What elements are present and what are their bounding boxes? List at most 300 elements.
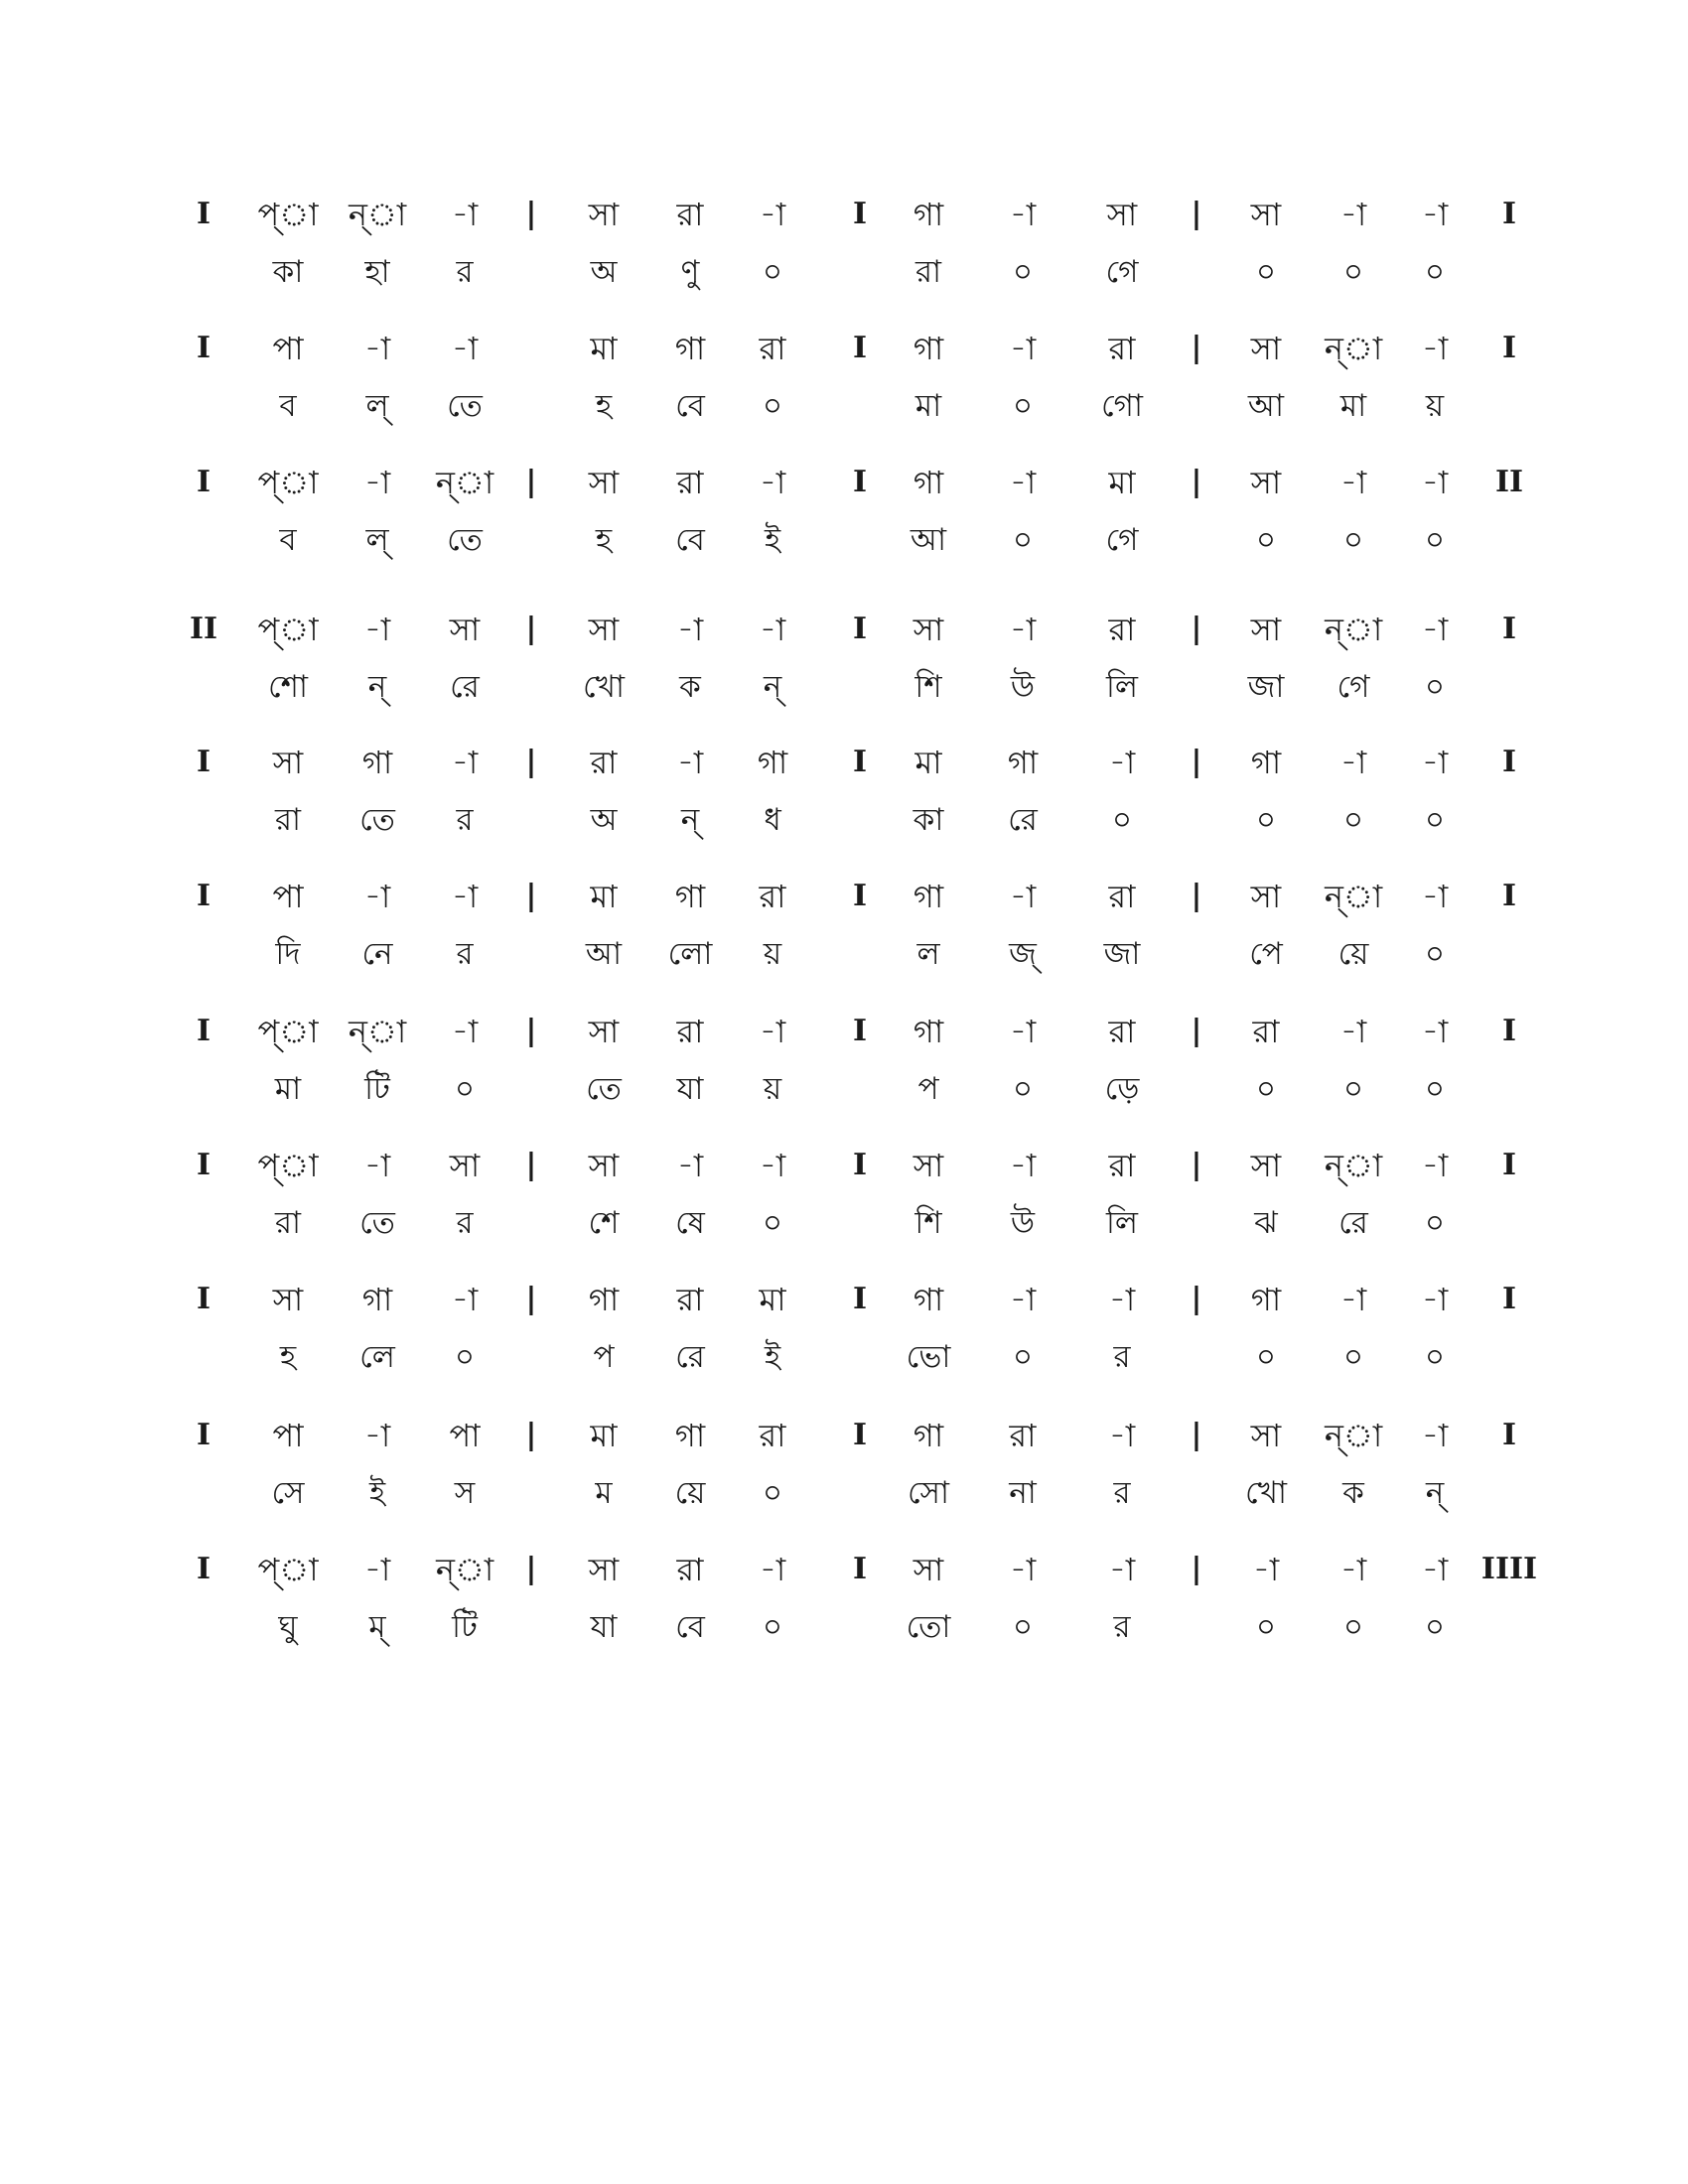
lyric-syllable: ণু [680,254,700,290]
swara-note: -া [451,1281,479,1318]
bar-line: | [1191,1552,1202,1586]
lyric-syllable: ল [916,936,940,972]
bar-line: | [525,1418,537,1452]
swara-note: -া [1108,1417,1136,1454]
lyric-syllable: তো [906,1609,951,1645]
lyric-syllable: ০ [1255,802,1277,838]
lyric-syllable: ম [595,1475,613,1511]
lyric-syllable: গে [1336,669,1370,705]
swara-note: সা [588,1013,620,1050]
bar-line: I [196,1148,211,1182]
lyric-syllable: যা [590,1609,618,1645]
lyric-syllable: প [917,1071,939,1107]
lyric-syllable: ০ [1012,254,1034,290]
lyric-syllable: টি [364,1071,390,1107]
lyric-syllable: ০ [1111,802,1133,838]
bar-line: | [525,1282,537,1316]
bar-line: | [1191,745,1202,779]
swara-note: গা [1250,744,1282,781]
lyric-syllable: ০ [1012,1071,1034,1107]
swara-line [0,1544,1688,1595]
lyric-line [0,1331,1688,1383]
swara-note: মা [590,878,618,915]
bar-line: | [1191,612,1202,646]
lyric-line [0,246,1688,298]
lyric-line [0,1197,1688,1249]
swara-note: -া [1339,1013,1367,1050]
lyric-syllable: দি [275,936,301,972]
swara-note: গা [913,1417,944,1454]
swara-note: ন্া [348,196,407,233]
swara-note: -া [1009,878,1037,915]
swara-note: -া [363,1551,391,1588]
swara-note: সা [1250,611,1282,648]
lyric-syllable: ক [1342,1475,1364,1511]
lyric-syllable: ০ [1342,1609,1364,1645]
lyric-syllable: মা [914,388,942,424]
bar-line: I [1501,1148,1517,1182]
swara-note: পা [272,1417,304,1454]
bar-line: | [525,1014,537,1048]
swara-note: -া [1009,330,1037,367]
bar-line: | [525,879,537,913]
lyric-syllable: ০ [1424,1339,1446,1375]
lyric-syllable: ০ [1255,254,1277,290]
swara-note: ন্া [435,1551,494,1588]
swara-note: ন্া [1324,878,1383,915]
lyric-syllable: হ [595,388,613,424]
lyric-syllable: য় [1425,388,1445,424]
bar-line: I [196,879,211,913]
lyric-syllable: ০ [1012,1609,1034,1645]
lyric-syllable: আ [1247,388,1285,424]
swara-note: প্া [257,611,319,648]
lyric-syllable: ল্ [365,388,389,424]
swara-line [0,871,1688,922]
swara-note: সা [913,1551,944,1588]
lyric-syllable: কা [272,254,304,290]
lyric-syllable: রা [914,254,942,290]
swara-note: সা [1250,464,1282,501]
swara-note: -া [451,744,479,781]
lyric-line [0,661,1688,713]
swara-note: -া [1339,1281,1367,1318]
swara-note: -া [1009,1551,1037,1588]
lyric-syllable: হ [595,522,613,558]
swara-note: -া [1009,196,1037,233]
swara-note: গা [757,744,788,781]
swara-note: ন্া [1324,1417,1383,1454]
swara-note: সা [1106,196,1138,233]
swara-note: রা [676,1281,704,1318]
lyric-syllable: য়ে [1337,936,1369,972]
swara-note: -া [1421,1417,1449,1454]
lyric-syllable: ০ [1424,1071,1446,1107]
bar-line: | [525,197,537,231]
swara-note: রা [1252,1013,1280,1050]
lyric-syllable: ০ [1424,1205,1446,1241]
swara-line [0,189,1688,240]
swara-note: -া [363,1417,391,1454]
lyric-syllable: ০ [1255,1339,1277,1375]
bar-line: I [1501,1282,1517,1316]
lyric-syllable: রে [1338,1205,1368,1241]
swara-note: -া [759,1013,786,1050]
lyric-syllable: র [456,802,474,838]
bar-line: I [852,331,868,365]
lyric-syllable: ভো [906,1339,951,1375]
swara-note: সা [588,611,620,648]
lyric-syllable: রে [450,669,480,705]
swara-note: রা [590,744,618,781]
swara-line [0,1274,1688,1325]
lyric-syllable: র [1113,1609,1131,1645]
swara-note: -া [1009,1281,1037,1318]
swara-line [0,737,1688,788]
swara-line [0,604,1688,655]
lyric-syllable: আ [910,522,947,558]
lyric-syllable: লে [359,1339,395,1375]
swara-note: সা [449,611,481,648]
swara-note: রা [759,330,786,367]
bar-line: I [1501,1014,1517,1048]
lyric-syllable: উ [1010,669,1036,705]
lyric-syllable: রে [675,1339,705,1375]
lyric-syllable: ব [279,522,297,558]
lyric-syllable: তে [447,522,483,558]
swara-note: প্া [257,1551,319,1588]
swara-note: -া [1421,464,1449,501]
lyric-syllable: ০ [1424,936,1446,972]
lyric-syllable: পে [1249,936,1283,972]
swara-note: -া [759,196,786,233]
lyric-syllable: লো [667,936,713,972]
swara-note: ন্া [1324,611,1383,648]
swara-note: -া [451,196,479,233]
lyric-syllable: তে [359,1205,395,1241]
lyric-syllable: শে [588,1205,620,1241]
swara-note: -া [1339,744,1367,781]
swara-note: গা [361,744,393,781]
swara-note: -া [1009,464,1037,501]
lyric-syllable: ন্ [680,802,700,838]
swara-note: গা [1250,1281,1282,1318]
swara-note: গা [913,330,944,367]
bar-line: | [1191,1014,1202,1048]
lyric-syllable: তে [586,1071,622,1107]
bar-line: | [1191,331,1202,365]
swara-note: সা [1250,1147,1282,1184]
lyric-syllable: তে [359,802,395,838]
swara-note: প্া [257,1147,319,1184]
lyric-syllable: লি [1106,669,1138,705]
swara-note: রা [1108,330,1136,367]
swara-note: সা [588,1147,620,1184]
lyric-syllable: ন্ [763,669,782,705]
swara-note: সা [272,744,304,781]
bar-line: I [196,1014,211,1048]
bar-line: | [1191,465,1202,499]
bar-line: I [196,745,211,779]
lyric-syllable: ০ [1342,1071,1364,1107]
lyric-line [0,928,1688,980]
lyric-syllable: সে [271,1475,305,1511]
swara-note: -া [363,464,391,501]
swara-note: মা [1108,464,1136,501]
lyric-syllable: তে [447,388,483,424]
bar-line: I [852,1282,868,1316]
lyric-syllable: খো [583,669,625,705]
swara-note: রা [1108,1147,1136,1184]
swara-note: -া [363,611,391,648]
swara-note: সা [588,464,620,501]
bar-line: I [1501,331,1517,365]
swara-note: -া [676,611,704,648]
lyric-syllable: ০ [762,1609,783,1645]
swara-note: সা [1250,330,1282,367]
lyric-syllable: ০ [1012,1339,1034,1375]
swara-note: সা [1250,196,1282,233]
lyric-syllable: ই [764,522,781,558]
lyric-syllable: শি [914,1205,942,1241]
lyric-syllable: ঘু [278,1609,298,1645]
lyric-syllable: ই [368,1475,386,1511]
lyric-syllable: ধ [764,802,781,838]
lyric-syllable: ব [279,388,297,424]
lyric-syllable: ঝ [1254,1205,1278,1241]
swara-note: প্া [257,464,319,501]
lyric-syllable: ল্ [365,522,389,558]
lyric-syllable: হা [364,254,390,290]
swara-note: রা [676,1551,704,1588]
lyric-line [0,380,1688,432]
swara-note: ন্া [1324,1147,1383,1184]
swara-note: প্া [257,1013,319,1050]
lyric-syllable: ০ [1012,522,1034,558]
lyric-syllable: ০ [1424,669,1446,705]
swara-note: -া [363,330,391,367]
bar-line: I [852,1148,868,1182]
swara-note: সা [913,1147,944,1184]
lyric-syllable: ০ [762,1205,783,1241]
swara-note: মা [590,1417,618,1454]
swara-note: পা [272,878,304,915]
bar-line: | [525,465,537,499]
swara-note: সা [449,1147,481,1184]
bar-line: | [1191,1148,1202,1182]
bar-line: I [852,465,868,499]
swara-note: গা [674,1417,706,1454]
lyric-syllable: ষে [675,1205,705,1241]
bar-line: | [1191,1282,1202,1316]
swara-note: ন্া [435,464,494,501]
bar-line: I [196,331,211,365]
bar-line: I [1501,879,1517,913]
lyric-syllable: রে [1008,802,1038,838]
swara-note: গা [674,330,706,367]
swara-line [0,1410,1688,1461]
swara-note: -া [1421,878,1449,915]
swara-note: গা [588,1281,620,1318]
lyric-syllable: ০ [1255,1071,1277,1107]
lyric-syllable: জা [1103,936,1141,972]
swara-note: -া [676,744,704,781]
swara-note: -া [1339,196,1367,233]
lyric-syllable: বে [675,1609,705,1645]
swara-note: -া [451,878,479,915]
swara-note: -া [1009,1147,1037,1184]
bar-line: I [1501,1418,1517,1452]
bar-line: I [1501,745,1517,779]
lyric-syllable: র [456,936,474,972]
lyric-syllable: ০ [454,1339,476,1375]
lyric-syllable: গো [1101,388,1143,424]
bar-line: I [852,1552,868,1586]
lyric-syllable: লি [1106,1205,1138,1241]
swara-note: রা [759,1417,786,1454]
lyric-syllable: ন্ [1425,1475,1445,1511]
lyric-syllable: ০ [1342,522,1364,558]
swara-note: সা [588,196,620,233]
lyric-syllable: জা [1247,669,1285,705]
lyric-syllable: সো [907,1475,950,1511]
lyric-syllable: অ [590,802,618,838]
lyric-syllable: অ [590,254,618,290]
lyric-syllable: জ্ [1009,936,1037,972]
swara-note: রা [1108,1013,1136,1050]
lyric-syllable: ০ [762,254,783,290]
swara-note: -া [759,1551,786,1588]
swara-note: -া [1421,1281,1449,1318]
swara-note: রা [676,1013,704,1050]
swara-line [0,323,1688,374]
swara-note: -া [1421,1551,1449,1588]
lyric-syllable: য়ে [674,1475,706,1511]
swara-note: রা [1108,878,1136,915]
bar-line: | [1191,1418,1202,1452]
lyric-syllable: স [454,1475,476,1511]
lyric-syllable: ০ [1255,1609,1277,1645]
bar-line: I [196,1418,211,1452]
lyric-syllable: কা [913,802,944,838]
swara-note: গা [674,878,706,915]
swara-note: -া [1421,330,1449,367]
swara-note: পা [272,330,304,367]
bar-line: | [525,1148,537,1182]
swara-note: -া [1421,196,1449,233]
swara-note: মা [914,744,942,781]
swara-note: গা [1007,744,1039,781]
lyric-syllable: ০ [762,388,783,424]
bar-line: I [1501,197,1517,231]
swara-note: -া [1108,744,1136,781]
bar-line: | [525,612,537,646]
swara-note: রা [676,464,704,501]
swara-note: সা [1250,1417,1282,1454]
swara-note: গা [913,464,944,501]
swara-note: -া [1339,1551,1367,1588]
swara-note: সা [913,611,944,648]
bar-line: II [1494,465,1524,499]
swara-note: -া [363,1147,391,1184]
bar-line: | [1191,879,1202,913]
swara-note: -া [1009,611,1037,648]
bar-line: II [189,612,218,646]
bar-line: | [1191,197,1202,231]
swara-note: -া [1421,1013,1449,1050]
lyric-syllable: গে [1105,522,1139,558]
swara-note: -া [1108,1551,1136,1588]
bar-line: I [1501,612,1517,646]
lyric-syllable: ম্ [368,1609,386,1645]
swara-note: রা [676,196,704,233]
lyric-line [0,1063,1688,1115]
bar-line: I [852,879,868,913]
swara-note: সা [588,1551,620,1588]
swara-note: -া [451,330,479,367]
lyric-syllable: য় [763,936,782,972]
swara-note: -া [363,878,391,915]
swara-line [0,457,1688,508]
swara-note: মা [590,330,618,367]
bar-line: I [852,1418,868,1452]
lyric-syllable: মা [274,1071,302,1107]
lyric-syllable: বে [675,522,705,558]
bar-line: I [852,745,868,779]
bar-line: I [196,1552,211,1586]
swara-note: রা [1009,1417,1037,1454]
swara-note: -া [451,1013,479,1050]
lyric-syllable: মা [1339,388,1367,424]
swara-note: -া [1421,744,1449,781]
lyric-syllable: ০ [1012,388,1034,424]
swara-note: -া [1421,1147,1449,1184]
lyric-syllable: ন্ [367,669,387,705]
lyric-syllable: র [456,254,474,290]
lyric-syllable: ই [764,1339,781,1375]
lyric-syllable: গে [1105,254,1139,290]
lyric-syllable: উ [1010,1205,1036,1241]
swara-note: -া [1009,1013,1037,1050]
lyric-syllable: রা [274,802,302,838]
swara-note: ন্া [1324,330,1383,367]
bar-line: I [852,1014,868,1048]
lyric-syllable: ০ [1424,802,1446,838]
lyric-syllable: ০ [1424,1609,1446,1645]
lyric-syllable: আ [585,936,623,972]
swara-note: -া [676,1147,704,1184]
lyric-syllable: নে [361,936,393,972]
swara-note: -া [759,611,786,648]
swara-line [0,1140,1688,1191]
swara-note: গা [913,1013,944,1050]
bar-line: | [525,745,537,779]
lyric-syllable: ক [679,669,701,705]
lyric-syllable: র [1113,1339,1131,1375]
swara-note: সা [272,1281,304,1318]
bar-line: I [196,197,211,231]
lyric-syllable: ০ [1424,522,1446,558]
lyric-syllable: বে [675,388,705,424]
swara-note: মা [759,1281,786,1318]
lyric-syllable: ০ [454,1071,476,1107]
bar-line: I [196,1282,211,1316]
swara-note: পা [449,1417,481,1454]
swara-note: গা [913,196,944,233]
lyric-syllable: ড়ে [1104,1071,1140,1107]
bar-line: I [196,465,211,499]
swara-note: গা [913,1281,944,1318]
